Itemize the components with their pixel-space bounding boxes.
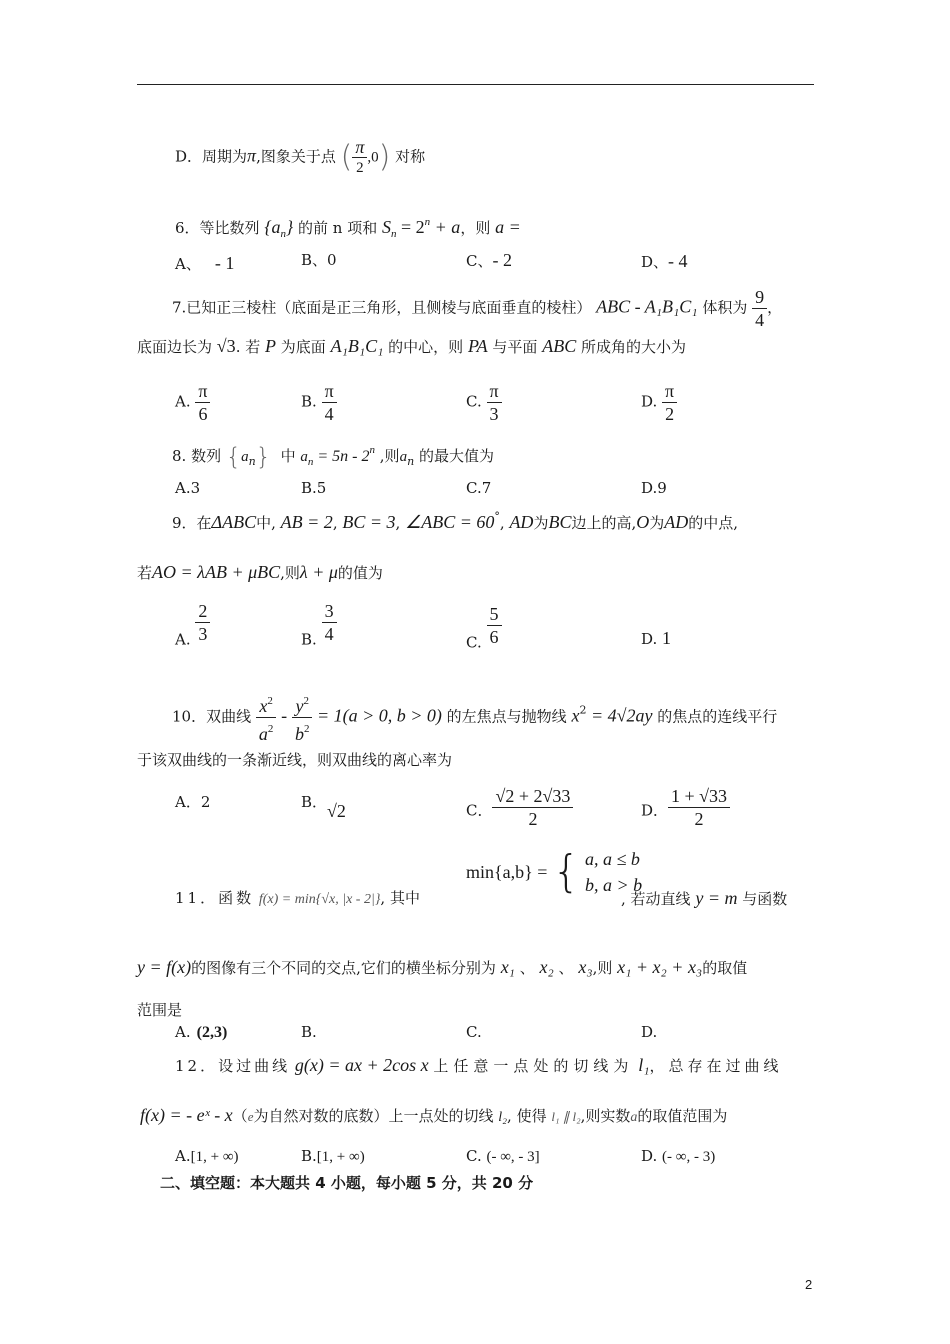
q12-stem-c: ，总存在过曲线 [649, 1057, 783, 1075]
q7-a-num: π [195, 380, 210, 403]
q11-sep1: 、 [519, 959, 535, 977]
q10-parab-x: x [571, 705, 580, 726]
q6-sum [382, 216, 461, 240]
q11-x1: x₁ [500, 957, 515, 977]
q10-b-label: B． [301, 793, 328, 811]
q11-stem-e: 的图像有三个不同的交点,它们的横坐标分别为 [191, 959, 496, 977]
q7-a-den: 6 [198, 404, 208, 424]
q9-stem-line2 [137, 562, 383, 583]
q8-left-brace: { [225, 443, 242, 471]
q9-o: O [636, 512, 650, 532]
q10-x-frac [256, 690, 277, 745]
q6-c-label: C、 [466, 252, 493, 270]
q10-parab-rest: = 4√2ay [586, 705, 653, 726]
q8-expr-rest: = 5n - 2 [313, 448, 370, 465]
q11-a-label: A. [175, 1023, 191, 1041]
q9-option-d [641, 628, 671, 649]
q8-expr-a: a [300, 449, 308, 465]
q7-option-d [641, 380, 677, 425]
q10-parab-exp: 2 [579, 703, 587, 717]
q10-a-exp: 2 [267, 723, 274, 735]
q8-an-sub: n [407, 455, 415, 468]
q10-option-c [466, 785, 573, 830]
q8-option-d: D.9 [641, 479, 667, 497]
q12-stem-e: 为自然对数的底数）上一点处的切线 [253, 1107, 494, 1125]
q9-a-num: 2 [195, 600, 210, 623]
q11-stem-g: 的取值 [702, 959, 748, 977]
q11-x3: x₃ [578, 957, 593, 977]
q11-case2: b, a > b [584, 875, 643, 895]
q7-a-label: A. [175, 392, 191, 411]
q9-stem-i: 的值为 [337, 564, 383, 582]
q9-stem-f: 的中点, [688, 514, 739, 532]
q9-ad: AD [509, 512, 534, 532]
q9-bc2: BC [548, 512, 572, 532]
q11-fx: f(x) = min{√x, |x - 2|} [258, 892, 381, 907]
q9-stem-c: 为 [533, 514, 549, 532]
q9-deg: ° [494, 510, 500, 523]
q11-min-def [466, 846, 642, 898]
q7-stem-line1 [172, 286, 782, 331]
q10-stem-b: 的左焦点与抛物线 [446, 707, 567, 726]
q10-c-den: 2 [528, 809, 538, 829]
q9-option-c [466, 603, 502, 653]
q12-c-value: (- ∞, - 3] [486, 1149, 540, 1165]
q11-stem-line2 [137, 957, 747, 978]
q7-prism: ABC - A₁B₁C₁ [596, 296, 698, 317]
q6-plus: + a [430, 217, 461, 237]
q12-a-label: A. [175, 1147, 191, 1165]
q12-b-value: [1, + ∞) [316, 1149, 365, 1165]
q5-right-paren: ) [378, 139, 391, 175]
q6-seq-sub: n [280, 228, 287, 240]
q7-a-frac [195, 380, 210, 425]
q7-stem-a: 7.已知正三棱柱（底面是正三角形，且侧棱与底面垂直的棱柱） [172, 298, 592, 317]
q6-d-label: D、 [641, 253, 669, 271]
q12-stem-d: （ [232, 1107, 248, 1125]
q8-seq: a [241, 449, 249, 465]
q12-par: l₁ ∥ l₂ [551, 1109, 581, 1124]
q7-stem-d: . 若 [235, 338, 261, 356]
q8-stem-b: 中 [280, 447, 296, 465]
q7-stem-f: 的中心，则 [388, 338, 464, 356]
q8-expr-exp: n [369, 444, 375, 456]
q6-S-sub: n [391, 228, 397, 240]
q6-seq-a: {a [264, 217, 281, 237]
q8-seq-sub: n [248, 455, 256, 468]
q7-d-num: π [662, 380, 677, 403]
q7-comma: ， [767, 298, 783, 317]
q10-x-exp: 2 [267, 695, 273, 707]
q7-b-label: B. [301, 392, 317, 411]
q10-stem-line2: 于该双曲线的一条渐近线，则双曲线的离心率为 [137, 751, 453, 769]
q7-c-den: 3 [489, 404, 499, 424]
q11-case1: a, a ≤ b [584, 849, 640, 869]
q7-d-den: 2 [665, 404, 675, 424]
q7-option-b [301, 380, 337, 425]
q12-e: e [247, 1109, 254, 1124]
q6-ask: a = [495, 217, 521, 237]
q12-stem-g: ,则实数 [580, 1107, 631, 1125]
q9-stem-e: 为 [649, 514, 665, 532]
q6-option-c [466, 250, 512, 271]
q5-d-tail: 对称 [395, 147, 426, 166]
q7-PA: PA [467, 336, 488, 356]
q12-option-a [175, 1146, 239, 1167]
q6-c-value: - 2 [492, 250, 512, 270]
q5-pt-y: ,0 [367, 149, 379, 166]
q9-c2: , [395, 514, 401, 532]
q12-stem-line2 [140, 1105, 727, 1128]
q7-vol-num: 9 [752, 286, 767, 309]
q7-stem-b: 体积为 [702, 298, 748, 317]
q10-a: a [258, 724, 268, 744]
q6-option-b [301, 250, 337, 270]
q11-option-d: D. [641, 1023, 658, 1041]
q12-g: g(x) = ax + 2cos x [294, 1055, 429, 1075]
q10-d-den: 2 [694, 809, 704, 829]
q6-option-a [175, 253, 234, 274]
q12-l1: l₁ [638, 1055, 650, 1075]
q8-stem-d: 的最大值为 [418, 447, 494, 465]
q9-option-b [301, 600, 337, 650]
q7-option-c [466, 380, 502, 425]
q9-tri: ΔABC [211, 512, 257, 532]
q9-a-label: A. [175, 630, 191, 649]
q7-c-label: C. [466, 392, 482, 411]
q9-stem-d: 边上的高, [571, 514, 637, 532]
q10-cond: = 1(a > 0, b > 0) [312, 705, 442, 726]
q5-left-paren: ( [340, 139, 353, 175]
q8-stem-a: 8. 数列 [172, 447, 222, 465]
q7-face: A₁B₁C₁ [330, 336, 384, 356]
q5-pt-den: 2 [356, 160, 364, 176]
q11-stem-c: , 若动直线 [621, 890, 691, 908]
q6-seq-close: } [286, 217, 294, 237]
q8-stem-c: ,则 [379, 447, 400, 465]
q9-c-num: 5 [487, 603, 502, 626]
q6-S: S [382, 217, 391, 237]
q7-c-frac [487, 380, 502, 425]
q7-d-frac [662, 380, 677, 425]
q9-b-label: B. [301, 630, 317, 649]
q8-right-brace: } [255, 443, 272, 471]
q9-option-a [175, 600, 210, 650]
q8-stem [172, 440, 494, 472]
q7-stem-h: 所成角的大小为 [580, 338, 686, 356]
q9-b-frac [322, 600, 337, 645]
q9-stem-line1 [172, 507, 738, 533]
q12-a: a [630, 1110, 638, 1125]
q10-d-label: D． [641, 801, 669, 820]
q10-y-frac [292, 690, 313, 745]
q12-a-value: [1, + ∞) [190, 1149, 239, 1165]
q12-stem-f: , 使得 [507, 1107, 547, 1125]
q10-stem-line1 [172, 690, 777, 745]
q7-volume [752, 286, 767, 331]
section-2-heading: 二、填空题：本大题共 4 小题，每小题 5 分，共 20 分 [160, 1174, 534, 1192]
q10-minus: - [281, 705, 288, 726]
q6-a-value: - 1 [214, 253, 235, 273]
q7-c-num: π [487, 380, 502, 403]
q10-option-d [641, 785, 730, 830]
q11-sep2: 、 [558, 959, 574, 977]
q6-seq [264, 217, 294, 240]
q8-option-c: C.7 [466, 479, 492, 497]
q10-x: x [259, 696, 268, 716]
header-rule [137, 84, 814, 85]
q7-stem-line2 [137, 336, 686, 357]
q7-vol-den: 4 [755, 310, 765, 330]
q8-option-b: B.5 [301, 479, 327, 497]
page-number: 2 [805, 1277, 813, 1292]
q7-d-label: D. [641, 392, 658, 411]
q8-option-a: A.3 [175, 479, 201, 497]
q7-option-a [175, 380, 210, 425]
q5-d-mid: ,图象关于点 [256, 147, 336, 166]
q11-brace: { [552, 846, 581, 897]
q10-option-b [301, 792, 346, 821]
q12-stem-b: 上任意一点处的切线为 [433, 1057, 634, 1075]
q5-d-label: D．周期为 [175, 147, 248, 166]
q9-sum: λ + μ [299, 562, 338, 582]
q6-d-value: - 4 [668, 251, 688, 271]
q9-stem-g: 若 [137, 564, 153, 582]
q10-stem-c: 的焦点的连线平行 [657, 707, 778, 726]
q7-stem-g: 与平面 [492, 338, 538, 356]
q9-c-frac [487, 603, 502, 648]
q11-min-label: min{a,b} = [466, 862, 548, 882]
q6-eq: = 2 [396, 217, 425, 237]
q7-stem-c: 底面边长为 [137, 338, 213, 356]
q11-sumx: x₁ + x₂ + x₃ [617, 957, 703, 977]
q6-exp: n [424, 216, 431, 228]
q9-c3: , [499, 514, 505, 532]
q9-b-den: 4 [324, 624, 334, 644]
q10-c-num: √2 + 2√33 [492, 785, 573, 808]
q9-ab: AB = 2 [280, 512, 333, 532]
q9-ang: ∠ABC = 60 [405, 512, 495, 532]
q9-stem-h: ,则 [280, 564, 300, 582]
q5-pt-num: π [352, 137, 367, 158]
q8-an: a [399, 449, 408, 465]
q11-option-b: B. [301, 1023, 317, 1041]
q12-stem-a: 12．设过曲线 [175, 1057, 291, 1075]
q12-l2: l₂ [498, 1110, 508, 1125]
q11-stem-d: 与函数 [742, 890, 788, 908]
q8-expr-sub: n [307, 456, 314, 468]
q10-b-exp: 2 [303, 723, 310, 735]
q9-d-label: D. [641, 630, 658, 648]
q9-stem-a: 9．在 [172, 514, 212, 532]
q12-d-value: (- ∞, - 3) [662, 1149, 716, 1165]
q10-stem-a: 10．双曲线 [172, 707, 252, 726]
q10-d-frac [668, 785, 730, 830]
q5-pi: π [247, 145, 257, 166]
q12-option-b [301, 1146, 365, 1167]
q10-b: b [294, 724, 304, 744]
q6-stem-c: ，则 [460, 219, 491, 237]
q9-c-den: 6 [489, 627, 499, 647]
q10-b-value: √2 [327, 801, 346, 821]
q11-stem-f: ,则 [592, 959, 613, 977]
q11-stem-line3: 范围是 [137, 1001, 183, 1019]
q9-d-value: 1 [662, 628, 672, 648]
q5-point-frac [352, 137, 367, 178]
q11-option-a [175, 1022, 227, 1043]
q11-option-c: C. [466, 1023, 482, 1041]
q8-expr [300, 444, 375, 468]
q9-b-num: 3 [322, 600, 337, 623]
q12-c-label: C. [466, 1147, 482, 1165]
q9-a-frac [195, 600, 210, 645]
q6-b-label: B、0 [301, 251, 337, 269]
q12-option-c [466, 1146, 540, 1167]
q9-a-den: 3 [198, 624, 208, 644]
q7-b-den: 4 [324, 404, 334, 424]
q11-yfx: y = f(x) [137, 957, 192, 977]
q5-option-d [175, 137, 425, 178]
q7-b-num: π [322, 380, 337, 403]
q12-b-label: B. [301, 1147, 317, 1165]
q9-c1: , [332, 514, 338, 532]
q12-f: f(x) = - eˣ - x [140, 1105, 233, 1125]
q7-side: √3 [216, 336, 236, 356]
q6-option-d [641, 251, 688, 272]
q7-stem-e: 为底面 [280, 338, 326, 356]
q9-bc: BC = 3 [342, 512, 396, 532]
q6-stem-b: 的前 n 项和 [298, 219, 378, 237]
q6-a-label: A、 [175, 255, 201, 273]
q10-option-a: A．2 [175, 793, 211, 811]
q7-P: P [265, 336, 277, 356]
q11-ym: y = m [695, 888, 738, 908]
q12-stem-h: 的取值范围为 [637, 1107, 728, 1125]
q7-ABC: ABC [542, 336, 577, 356]
q12-option-d [641, 1146, 715, 1167]
q11-stem-line1b [621, 888, 787, 909]
q10-c-frac [492, 785, 573, 830]
q7-b-frac [322, 380, 337, 425]
q11-stem-line1 [175, 888, 420, 910]
q11-stem-b: , 其中 [380, 889, 420, 907]
q10-d-num: 1 + √33 [668, 785, 730, 808]
q9-c-label: C. [466, 633, 482, 652]
q9-ad2: AD [664, 512, 689, 532]
q6-stem-a: 6．等比数列 [175, 219, 260, 237]
q10-c-label: C． [466, 801, 493, 820]
q9-vec: AO = λAB + μBC [152, 562, 281, 582]
q11-stem-a: 11．函数 [175, 889, 255, 907]
q11-x2: x₂ [539, 957, 554, 977]
q12-d-label: D. [641, 1147, 658, 1165]
q11-a-value: (2,3) [196, 1024, 228, 1041]
q12-stem-line1 [175, 1055, 782, 1076]
q10-y-exp: 2 [303, 695, 309, 707]
q9-stem-b: 中, [256, 514, 276, 532]
q10-y: y [295, 696, 304, 716]
q6-stem [175, 212, 521, 244]
